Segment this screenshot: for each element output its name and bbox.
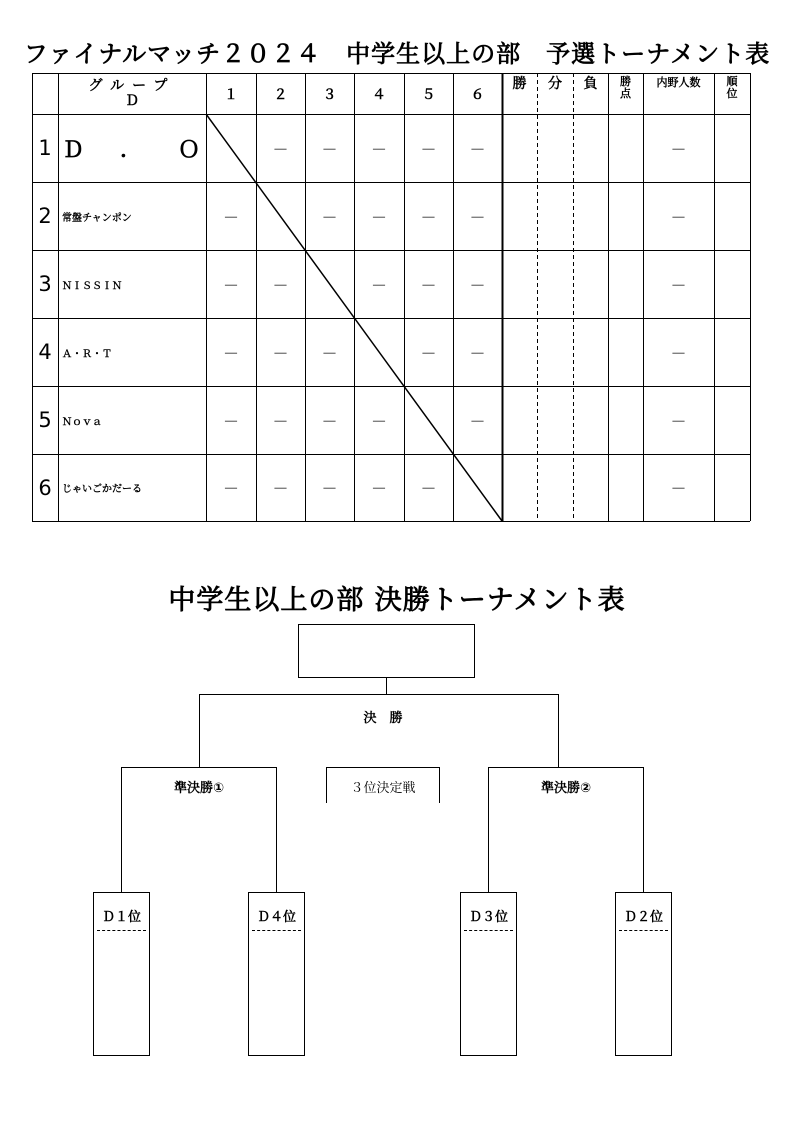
group-header-letter: Ｄ [125, 92, 139, 109]
result-cell: － [272, 139, 289, 159]
rank-header-char: 位 [726, 87, 738, 100]
opponent-col-header: １ [224, 86, 238, 103]
opponent-col-header: ３ [322, 86, 337, 103]
infield-cell: － [670, 343, 687, 363]
opponent-col-header: ２ [273, 86, 288, 103]
points-header-char: 勝 [620, 75, 631, 88]
result-cell: － [222, 207, 239, 227]
result-cell: － [370, 411, 387, 431]
draw-col-header: 分 [548, 76, 562, 92]
result-cell: － [469, 411, 486, 431]
league-table [32, 73, 750, 521]
result-cell: － [272, 275, 289, 295]
points-header-char: 点 [620, 87, 631, 100]
team-name: 常盤チャンポン [62, 212, 132, 224]
opponent-col-header: ６ [470, 86, 485, 103]
result-cell: － [370, 275, 387, 295]
third-place-label: ３位決定戦 [350, 781, 416, 796]
result-cell: － [272, 411, 289, 431]
final-title: 中学生以上の部 決勝トーナメント表 [168, 585, 626, 616]
seed-label: Ｄ１位 [101, 910, 141, 925]
group-header-label: グループ [88, 77, 176, 94]
seed-label: Ｄ２位 [623, 910, 663, 925]
infield-cell: － [670, 207, 687, 227]
seed-box-d1 [93, 892, 150, 1056]
row-number: 3 [38, 272, 52, 296]
team-name-char: Ｄ [62, 137, 85, 163]
seed-divider [97, 930, 146, 931]
seed-divider [619, 930, 668, 931]
infield-col-header: 内野人数 [656, 76, 701, 89]
opponent-col-header: ５ [421, 86, 436, 103]
win-col-header: 勝 [512, 76, 527, 92]
result-cell: － [420, 139, 437, 159]
seed-label: Ｄ３位 [468, 910, 508, 925]
result-cell: － [222, 411, 239, 431]
result-cell: － [469, 275, 486, 295]
infield-cell: － [670, 411, 687, 431]
prelim-title: ファイナルマッチ２０２４ 中学生以上の部 予選トーナメント表 [23, 40, 771, 68]
semi2-label: 準決勝② [540, 781, 592, 796]
seed-divider [464, 930, 513, 931]
seed-box-d2 [615, 892, 672, 1056]
result-cell: － [370, 479, 387, 498]
final-bracket-line [200, 695, 559, 769]
infield-cell: － [670, 139, 687, 159]
seed-box-d3 [460, 892, 517, 1056]
result-cell: － [420, 479, 437, 498]
team-name: じゃいごかだーる [62, 484, 142, 495]
team-name: Ａ・Ｒ・Ｔ [62, 348, 112, 360]
infield-cell: － [670, 479, 687, 498]
result-cell: － [420, 207, 437, 227]
rank-header-char: 順 [726, 75, 738, 88]
opponent-col-header: ４ [372, 86, 386, 103]
result-cell: － [420, 275, 437, 295]
team-name: ＮＩＳＳＩＮ [62, 280, 122, 292]
row-number: 4 [38, 340, 52, 364]
result-cell: － [469, 207, 486, 227]
loss-col-header: 負 [583, 76, 598, 92]
row-number: 1 [38, 136, 52, 160]
row-number: 5 [38, 408, 52, 432]
team-name-char: ． [119, 137, 142, 163]
team-name: Ｎｏｖａ [62, 416, 102, 428]
seed-box-d4 [248, 892, 305, 1056]
row-number: 2 [38, 204, 52, 228]
champion-box [299, 625, 475, 678]
semi1-label: 準決勝① [173, 781, 225, 796]
row-number: 6 [38, 475, 52, 500]
result-cell: － [222, 343, 239, 363]
result-cell: － [321, 343, 338, 363]
result-cell: － [321, 139, 338, 159]
infield-cell: － [670, 275, 687, 295]
result-cell: － [420, 343, 437, 363]
result-cell: － [272, 343, 289, 363]
result-cell: － [272, 479, 289, 498]
team-name-char: Ｏ [177, 137, 200, 163]
result-cell: － [469, 343, 486, 363]
result-cell: － [321, 207, 338, 227]
result-cell: － [370, 207, 387, 227]
table-grid [32, 73, 750, 521]
result-cell: － [370, 139, 387, 159]
final-label: 決 勝 [363, 711, 403, 726]
result-cell: － [222, 479, 239, 498]
result-cell: － [469, 139, 486, 159]
result-cell: － [222, 275, 239, 295]
result-cell: － [321, 479, 338, 498]
result-cell: － [321, 411, 338, 431]
seed-label: Ｄ４位 [256, 910, 296, 925]
seed-divider [252, 930, 301, 931]
